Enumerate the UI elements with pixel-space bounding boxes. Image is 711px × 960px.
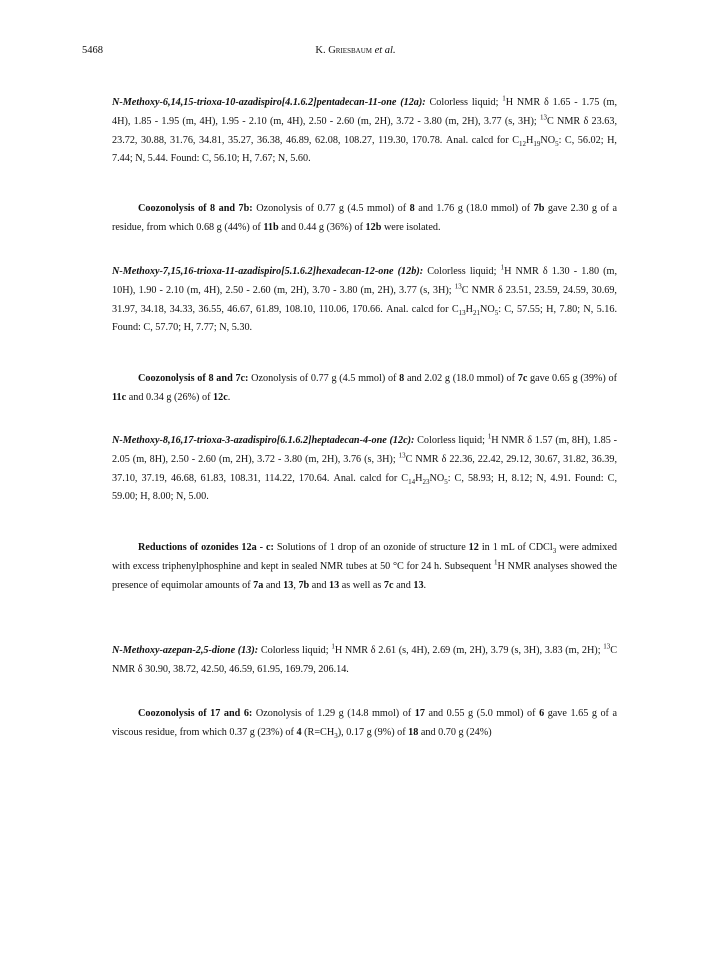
subscript: 13: [458, 308, 466, 317]
subscript: 14: [408, 477, 416, 486]
paragraph-coozonolysis-17-6: [112, 705, 617, 743]
running-title: [82, 45, 629, 56]
text: ), 0.17 g (9%) of: [337, 726, 409, 738]
text: Colorless liquid;: [423, 266, 501, 277]
text: and 1.76 g (18.0 mmol) of: [414, 203, 534, 214]
subscript: 3: [552, 547, 557, 556]
paragraph-reductions: [112, 539, 617, 595]
text: and 0.44 g (36%) of: [278, 221, 366, 233]
text: and: [393, 579, 414, 591]
paragraph-12c: [112, 432, 617, 507]
paragraph-12a: [112, 94, 617, 169]
text: Colorless liquid;: [258, 645, 332, 656]
text: and 0.34 g (26%) of: [126, 391, 214, 403]
text: H: [465, 303, 473, 315]
text: were isolated.: [381, 221, 441, 233]
paragraph-coozonolysis-8-7b: [112, 200, 617, 238]
subscript: 12: [518, 139, 526, 148]
compound-ref: 7a: [253, 579, 264, 591]
subscript: 23: [422, 477, 430, 486]
page-number: 5468: [82, 45, 103, 56]
text: H: [525, 134, 534, 146]
text: .: [227, 391, 231, 403]
section-lead: Coozonolysis of 8 and 7b:: [138, 203, 253, 214]
compound-title: N-Methoxy-azepan-2,5-dione (13):: [112, 645, 259, 656]
paragraph-coozonolysis-8-7c: [112, 370, 617, 408]
text: Colorless liquid;: [425, 97, 503, 108]
superscript: 13: [603, 642, 611, 651]
compound-ref: 12c: [213, 391, 228, 403]
text: gave 0.65 g (39%) of: [527, 373, 617, 384]
text: C NMR δ 22.36, 22.42, 29.12, 30.67, 31.82, 36.39, 37.10, 37.19, 46.68, 61.83, 108.31, 114.22, 170.64. Anal. calcd for C: [112, 453, 618, 484]
text: Ozonolysis of 0.77 g (4.5 mmol) of: [252, 203, 410, 214]
text: NO: [540, 134, 556, 146]
subscript: 21: [473, 308, 480, 317]
text: : C, 57.55; H, 7.80; N, 5.16. Found: C, 57.70; H, 7.77; N, 5.30.: [112, 303, 617, 334]
subscript: 3: [334, 731, 338, 740]
text: and: [263, 579, 284, 591]
superscript: 13: [454, 282, 462, 291]
text: H NMR δ 1.30 - 1.80 (m, 10H), 1.90 - 2.10 (m, 4H), 2.50 - 2.60 (m, 2H), 3.70 - 3.80 (m, 2H), 3.77 (s, 3H);: [112, 266, 618, 296]
compound-ref: 12b: [365, 221, 382, 233]
compound-ref: 13: [413, 579, 424, 591]
text: C NMR δ 30.90, 38.72, 42.50, 46.59, 61.95, 169.79, 206.14.: [112, 645, 618, 675]
text: were admixed with excess triphenylphosphine and kept in sealed NMR tubes at 50 °C for 24 h. Subsequent: [112, 542, 617, 572]
text: H NMR analyses showed the presence of equimolar amounts of: [112, 560, 617, 591]
compound-ref: 7c: [517, 373, 528, 384]
superscript: 1: [487, 432, 492, 441]
compound-ref: 7b: [298, 579, 310, 591]
text: and 0.55 g (5.0 mmol) of: [424, 708, 540, 719]
compound-ref: 13: [329, 579, 340, 591]
subscript: 5: [444, 477, 448, 486]
subscript: 5: [494, 308, 499, 317]
section-lead: Reductions of ozonides 12a - c:: [138, 542, 274, 553]
text: in 1 mL of CDCl: [478, 542, 553, 553]
text: : C, 58.93; H, 8.12; N, 4.91. Found: C, 59.00; H, 8.00; N, 5.00.: [112, 472, 617, 503]
compound-ref: 18: [408, 726, 419, 738]
text: H NMR δ 1.57 (m, 8H), 1.85 - 2.05 (m, 8H), 2.50 - 2.60 (m, 2H), 3.72 - 3.80 (m, 2H), 3.76 (s, 3H);: [112, 435, 617, 465]
text: .: [423, 579, 427, 591]
text: and: [309, 579, 330, 591]
text: : C, 56.02; H, 7.44; N, 5.44. Found: C, 56.10; H, 7.67; N, 5.60.: [112, 134, 617, 165]
compound-ref: 4: [296, 726, 302, 738]
superscript: 1: [331, 642, 335, 651]
superscript: 1: [502, 94, 506, 103]
superscript: 1: [500, 263, 505, 272]
compound-ref: 13: [283, 579, 294, 591]
text: Ozonolysis of 1.29 g (14.8 mmol) of: [252, 708, 415, 719]
text: H: [415, 472, 423, 484]
text: C NMR δ 23.63, 23.72, 30.88, 31.76, 34.81, 35.27, 36.38, 46.89, 62.08, 108.27, 119.30, 170.78. Anal. calcd for C: [112, 115, 617, 146]
text: (R=CH: [301, 726, 335, 738]
author-name: K. Griesbaum: [315, 45, 372, 56]
text: and 0.70 g (24%): [418, 726, 492, 738]
text: H NMR δ 1.65 - 1.75 (m, 4H), 1.85 - 1.95 (m, 4H), 1.95 - 2.10 (m, 4H), 2.50 - 2.60 (m, 2H), 3.72 - 3.80 (m, 2H), 3.77 (s, 3H);: [112, 97, 617, 127]
text: Ozonolysis of 0.77 g (4.5 mmol) of: [248, 373, 400, 384]
text: ,: [293, 579, 299, 591]
text: NO: [480, 303, 495, 315]
text: and 2.02 g (18.0 mmol) of: [404, 373, 518, 384]
text: as well as: [339, 579, 384, 591]
paragraph-13: [112, 642, 617, 680]
subscript: 19: [533, 139, 541, 148]
compound-ref: 8: [409, 203, 415, 214]
paragraph-12b: [112, 263, 617, 338]
text: C NMR δ 23.51, 23.59, 24.59, 30.69, 31.97, 34.18, 34.33, 36.55, 46.67, 61.89, 108.10, 110.06, 170.66. Anal. calcd for C: [112, 284, 617, 315]
text: NO: [429, 472, 445, 484]
superscript: 13: [398, 451, 406, 460]
compound-ref: 11c: [112, 391, 127, 403]
text: Solutions of 1 drop of an ozonide of structure: [273, 542, 469, 553]
running-header: [82, 45, 629, 61]
text: Colorless liquid;: [414, 435, 488, 446]
text: gave 2.30 g of a residue, from which 0.68 g (44%) of: [112, 203, 617, 233]
text: gave 1.65 g of a viscous residue, from which 0.37 g (23%) of: [112, 708, 617, 738]
compound-title: N-Methoxy-8,16,17-trioxa-3-azadispiro[6.1.6.2]heptadecan-4-one (12c):: [112, 435, 415, 446]
compound-title: N-Methoxy-6,14,15-trioxa-10-azadispiro[4.1.6.2]pentadecan-11-one (12a):: [112, 97, 426, 108]
superscript: 13: [539, 113, 547, 122]
compound-title: N-Methoxy-7,15,16-trioxa-11-azadispiro[5.1.6.2]hexadecan-12-one (12b):: [112, 266, 424, 277]
superscript: 1: [494, 558, 498, 567]
section-lead: Coozonolysis of 17 and 6:: [138, 708, 253, 719]
compound-ref: 7b: [533, 203, 545, 214]
compound-ref: 7c: [383, 579, 394, 591]
compound-ref: 12: [468, 542, 479, 553]
section-lead: Coozonolysis of 8 and 7c:: [138, 373, 249, 384]
et-al: et al.: [374, 45, 396, 56]
compound-ref: 6: [539, 708, 545, 719]
subscript: 5: [555, 139, 559, 148]
compound-ref: 11b: [263, 221, 279, 233]
text: H NMR δ 2.61 (s, 4H), 2.69 (m, 2H), 3.79 (s, 3H), 3.83 (m, 2H);: [334, 645, 604, 656]
compound-ref: 8: [399, 373, 405, 384]
compound-ref: 17: [414, 708, 425, 719]
